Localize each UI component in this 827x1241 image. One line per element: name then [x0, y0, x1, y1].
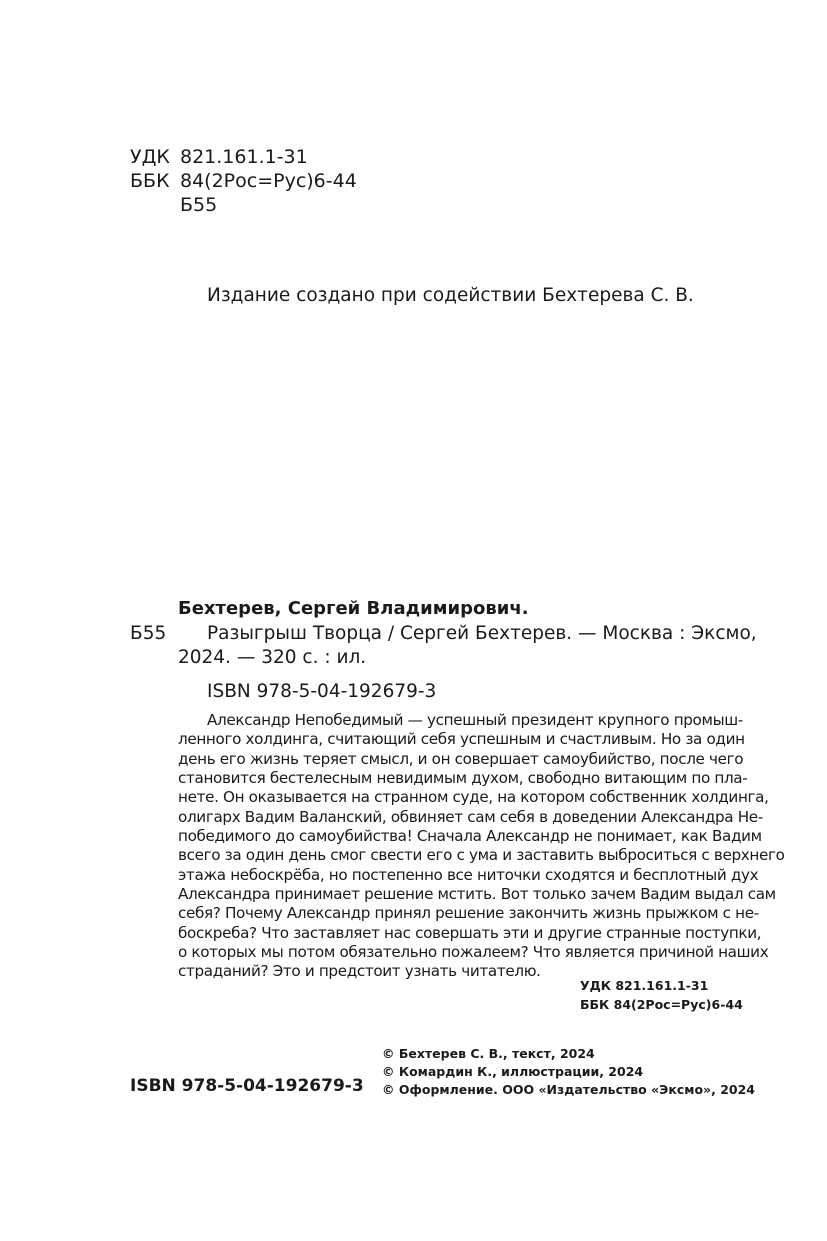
copyright-text: © Бехтерев С. В., текст, 2024 — [382, 1046, 595, 1061]
publication-details: 2024. — 320 с. : ил. — [178, 647, 367, 668]
bbk-row — [0, 170, 400, 193]
isbn-footer: ISBN 978-5-04-192679-3 — [130, 1076, 364, 1096]
abstract-line: этажа небоскрёба, но постепенно все ниточки сходятся и бесплотный дух — [178, 865, 759, 884]
abstract-line: победимого до самоубийства! Сначала Александр не понимает, как Вадим — [178, 827, 762, 846]
abstract-line: себя? Почему Александр принял решение закончить жизнь прыжком с не- — [178, 904, 759, 923]
abstract — [178, 711, 785, 982]
abstract-line: страданий? Это и предстоит узнать читателю. — [178, 962, 541, 981]
udk-row — [0, 146, 400, 169]
author-heading: Бехтерев, Сергей Владимирович. — [178, 598, 529, 619]
bbk-label: ББК — [130, 170, 170, 192]
bbk-code: 84(2Рос=Рус)6-44 — [180, 170, 357, 192]
bbk-footer: ББК 84(2Рос=Рус)6-44 — [580, 997, 743, 1012]
udk-code: 821.161.1-31 — [180, 146, 308, 168]
copyright-design: © Оформление. ООО «Издательство «Эксмо», 2024 — [382, 1082, 755, 1097]
author-mark-code: Б55 — [180, 194, 218, 216]
abstract-line: о которых мы потом обязательно пожалеем? Что является причиной наших — [178, 943, 769, 962]
abstract-line: всего за один день смог свести его с ума и заставить выброситься с верхнего — [178, 846, 785, 865]
title-statement: Разыгрыш Творца / Сергей Бехтерев. — Москва : Эксмо, — [207, 623, 757, 644]
abstract-line: ленного холдинга, считающий себя успешным и счастливым. Но за один — [178, 730, 745, 749]
udk-label: УДК — [130, 146, 170, 168]
abstract-line: становится бестелесным невидимым духом, свободно витающим по пла- — [178, 769, 748, 788]
author-mark-row — [0, 194, 400, 217]
abstract-line: боскреба? Что заставляет нас совершать эти и другие странные поступки, — [178, 923, 762, 942]
abstract-line: олигарх Вадим Валанский, обвиняет сам себя в доведении Александра Не- — [178, 807, 763, 826]
sponsor-note: Издание создано при содействии Бехтерева С. В. — [207, 285, 694, 306]
abstract-line: Александра принимает решение мстить. Вот только зачем Вадим выдал сам — [178, 885, 776, 904]
abstract-line: день его жизнь теряет смысл, и он совершает самоубийство, после чего — [178, 749, 744, 768]
udk-footer: УДК 821.161.1-31 — [580, 978, 709, 993]
copyright-illustrations: © Комардин К., иллюстрации, 2024 — [382, 1064, 644, 1079]
abstract-line: Александр Непобедимый — успешный президент крупного промыш- — [207, 711, 743, 729]
abstract-line: нете. Он оказывается на странном суде, на котором собственник холдинга, — [178, 788, 769, 807]
author-mark: Б55 — [130, 623, 167, 644]
isbn-record: ISBN 978-5-04-192679-3 — [207, 681, 437, 702]
